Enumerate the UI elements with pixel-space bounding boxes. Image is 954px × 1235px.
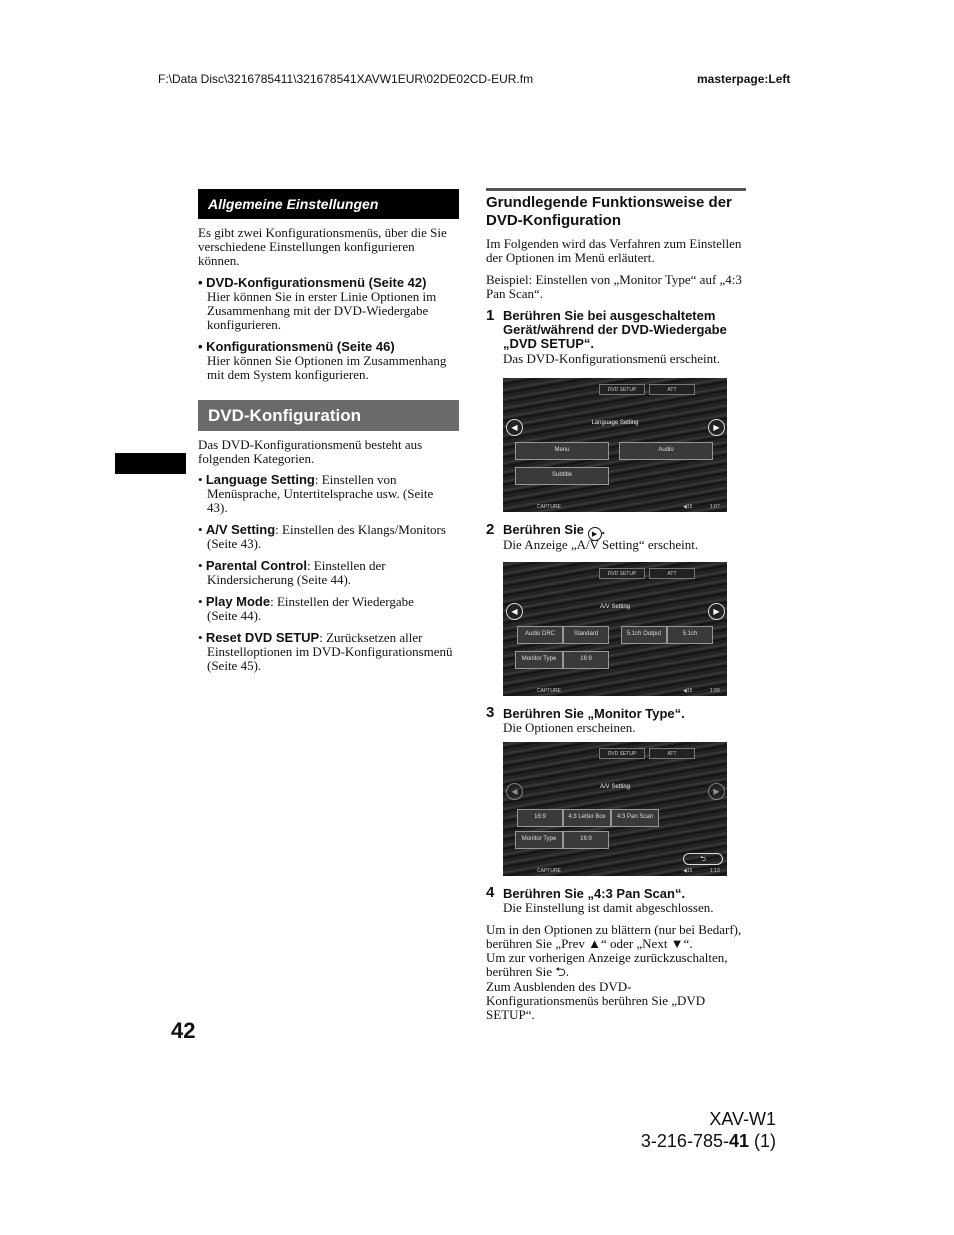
- dvd-setup-button[interactable]: DVD SETUP: [599, 384, 645, 395]
- note-scroll: Um in den Optionen zu blättern (nur bei Bedarf), berühren Sie „Prev ▲“ oder „Next ▼“.: [486, 922, 742, 951]
- monitor-type-button[interactable]: Monitor Type: [515, 651, 563, 669]
- list-item: • Language Setting: Einstellen von Menüsprache, Untertitelsprache usw. (Seite 43).: [198, 472, 434, 515]
- list-item: • Parental Control: Einstellen der Kindersicherung (Seite 44).: [198, 558, 386, 587]
- dvd-setup-button[interactable]: DVD SETUP: [599, 568, 645, 579]
- audio-drc-value: Standard: [563, 626, 609, 644]
- subtitle-button[interactable]: Subtitle: [515, 467, 609, 485]
- clock: 1:09: [710, 688, 720, 694]
- category-name: Play Mode: [205, 594, 271, 609]
- monitor-type-value: 16:9: [563, 651, 609, 669]
- step-number: 2: [486, 521, 495, 538]
- output-button[interactable]: 5.1ch Output: [621, 626, 667, 644]
- volume-label: ◀15: [683, 688, 693, 694]
- category-desc: : Einstellen der Wiedergabe (Seite 44).: [207, 594, 414, 623]
- screenshot-monitor-options: [503, 742, 727, 876]
- step-result: Das DVD-Konfigurationsmenü erscheint.: [503, 351, 720, 366]
- audio-drc-button[interactable]: Audio DRC: [517, 626, 563, 644]
- side-tab-marker: [115, 453, 186, 474]
- page-number: 42: [171, 1018, 196, 1043]
- model-name: XAV-W1: [709, 1109, 776, 1129]
- capture-label[interactable]: CAPTURE: [537, 688, 561, 694]
- bullet-title: Konfigurationsmenü (Seite 46): [206, 339, 395, 354]
- prev-arrow-icon[interactable]: ◀: [506, 783, 523, 800]
- step-title: Berühren Sie bei ausgeschaltetem Gerät/während der DVD-Wiedergabe „DVD SETUP“.: [503, 308, 727, 351]
- bullet-text: Hier können Sie in erster Linie Optionen im Zusammenhang mit der DVD-Wiedergabe konfigurieren.: [207, 289, 437, 332]
- category-desc: : Einstellen von Menüsprache, Untertitelsprache usw. (Seite 43).: [207, 472, 434, 515]
- step-result: Die Anzeige „A/V Setting“ erscheint.: [503, 537, 699, 552]
- screen-title: Language Setting: [591, 420, 639, 426]
- next-arrow-icon[interactable]: ▶: [708, 783, 725, 800]
- section-heading-dvd-config: DVD-Konfiguration: [198, 400, 459, 431]
- list-item: • Reset DVD SETUP: Zurücksetzen aller Einstelloptionen im DVD-Konfigurationsmenü (Seite 45).: [198, 630, 453, 673]
- monitor-type-value: 16:9: [563, 831, 609, 849]
- category-desc: : Einstellen der Kindersicherung (Seite 44).: [207, 558, 386, 587]
- note-back: Um zur vorherigen Anzeige zurückzuschalten, berühren Sie ⮌.: [486, 950, 728, 980]
- clock: 1:07: [710, 504, 720, 510]
- next-arrow-icon[interactable]: ▶: [708, 603, 725, 620]
- capture-label[interactable]: CAPTURE: [537, 504, 561, 510]
- option-letter-box[interactable]: 4:3 Letter Box: [563, 809, 611, 827]
- capture-label[interactable]: CAPTURE: [537, 868, 561, 874]
- dvd-config-intro: Das DVD-Konfigurationsmenü besteht aus folgenden Kategorien.: [198, 437, 423, 466]
- masterpage-label: masterpage:Left: [697, 72, 791, 86]
- step-number: 3: [486, 704, 495, 721]
- menu-button[interactable]: Menu: [515, 442, 609, 460]
- category-desc: : Zurücksetzen aller Einstelloptionen im DVD-Konfigurationsmenü (Seite 45).: [207, 630, 453, 673]
- bullet-text: Hier können Sie Optionen im Zusammenhang mit dem System konfigurieren.: [207, 353, 447, 382]
- part-number: 3-216-785-41 (1): [640, 1131, 776, 1151]
- option-16-9[interactable]: 16:9: [517, 809, 563, 827]
- procedure-title: Grundlegende Funktionsweise der DVD-Konfiguration: [486, 194, 732, 229]
- category-desc: : Einstellen des Klangs/Monitors (Seite 43).: [207, 522, 446, 551]
- screenshot-av-setting: [503, 562, 727, 696]
- att-button[interactable]: ATT: [649, 748, 695, 759]
- att-button[interactable]: ATT: [649, 384, 695, 395]
- output-value: 5.1ch: [667, 626, 713, 644]
- volume-label: ◀15: [683, 868, 693, 874]
- back-arrow-icon: ⮌: [555, 965, 566, 980]
- audio-button[interactable]: Audio: [619, 442, 713, 460]
- file-path: F:\Data Disc\3216785411\321678541XAVW1EUR\02DE02CD-EUR.fm: [158, 72, 534, 86]
- monitor-type-button[interactable]: Monitor Type: [515, 831, 563, 849]
- example-text: Beispiel: Einstellen von „Monitor Type“ auf „4:3 Pan Scan“.: [486, 272, 742, 301]
- notes: [486, 923, 748, 1022]
- dvd-setup-button[interactable]: DVD SETUP: [599, 748, 645, 759]
- category-name: Parental Control: [205, 558, 307, 573]
- procedure-intro: Im Folgenden wird das Verfahren zum Einstellen der Optionen im Menü erläutert.: [486, 236, 742, 265]
- next-circle-icon: ▶: [588, 527, 602, 541]
- step-title: Berühren Sie „4:3 Pan Scan“.: [503, 886, 686, 901]
- general-intro: Es gibt zwei Konfigurationsmenüs, über die Sie verschiedene Einstellungen konfigurieren können.: [198, 225, 447, 268]
- category-name: Reset DVD SETUP: [205, 630, 320, 645]
- screen-title: A/V Setting: [599, 784, 631, 790]
- volume-label: ◀15: [683, 504, 693, 510]
- bullet-title: DVD-Konfigurationsmenü (Seite 42): [206, 275, 427, 290]
- prev-arrow-icon[interactable]: ◀: [506, 419, 523, 436]
- list-item: • Konfigurationsmenü (Seite 46) Hier können Sie Optionen im Zusammenhang mit dem System konfigurieren.: [198, 340, 460, 382]
- list-item: • DVD-Konfigurationsmenü (Seite 42) Hier können Sie in erster Linie Optionen im Zusammenhang mit der DVD-Wiedergabe konfigurieren.: [198, 276, 460, 332]
- section-heading-general: Allgemeine Einstellungen: [198, 189, 459, 219]
- step-title: Berühren Sie „Monitor Type“.: [503, 706, 685, 721]
- step-title: Berühren Sie ▶ .: [503, 523, 743, 541]
- step-result: Die Einstellung ist damit abgeschlossen.: [503, 900, 714, 915]
- back-icon[interactable]: ⮌: [683, 853, 723, 865]
- screen-title: A/V Setting: [599, 604, 631, 610]
- next-arrow-icon[interactable]: ▶: [708, 419, 725, 436]
- prev-arrow-icon[interactable]: ◀: [506, 603, 523, 620]
- att-button[interactable]: ATT: [649, 568, 695, 579]
- list-item: • Play Mode: Einstellen der Wiedergabe (Seite 44).: [198, 594, 414, 623]
- category-name: Language Setting: [205, 472, 315, 487]
- step-number: 4: [486, 884, 495, 901]
- step-result: Die Optionen erscheinen.: [503, 720, 636, 735]
- list-item: • A/V Setting: Einstellen des Klangs/Monitors (Seite 43).: [198, 522, 446, 551]
- clock: 1:13: [710, 868, 720, 874]
- category-name: A/V Setting: [205, 522, 276, 537]
- title-rule: [486, 188, 746, 191]
- option-pan-scan[interactable]: 4:3 Pan Scan: [611, 809, 659, 827]
- step-number: 1: [486, 307, 495, 324]
- note-hide: Zum Ausblenden des DVD-Konfigurationsmenüs berühren Sie „DVD SETUP“.: [486, 979, 706, 1022]
- screenshot-language-setting: [503, 378, 727, 512]
